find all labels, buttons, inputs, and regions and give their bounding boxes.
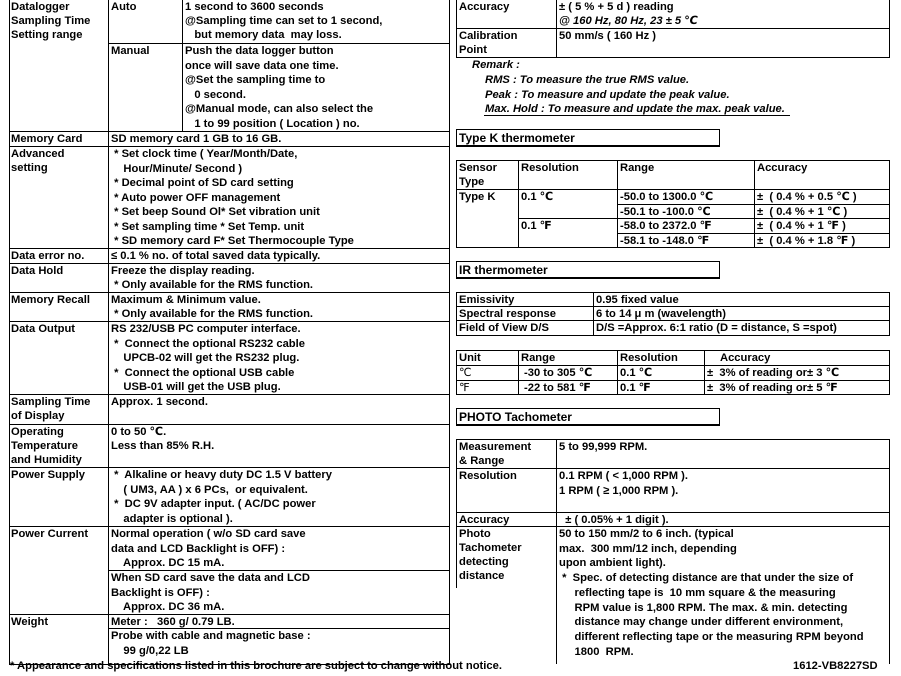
distance-line: max. 300 mm/12 inch, depending [559, 542, 737, 555]
advanced-line: * SD memory card F* Set Thermocouple Type [111, 235, 354, 247]
ir-prop-label: Emissivity [459, 294, 515, 306]
advanced-line: * Decimal point of SD card setting [111, 177, 294, 189]
power-current-line: Approx. DC 15 mA. [111, 557, 225, 569]
ir-header-accuracy: Accuracy [720, 352, 771, 364]
calibration-label: Calibration Point [459, 30, 518, 56]
ir-prop-value: 0.95 fixed value [596, 294, 679, 306]
photo-accuracy-value: ± ( 0.05% + 1 digit ). [559, 514, 669, 526]
label-power-supply: Power Supply [11, 469, 85, 481]
type-k-acc: ± ( 0.4 % + 0.5 ℃ ) [757, 191, 857, 203]
ir-acc: ± 3% of reading or± 5 ℉ [707, 382, 838, 394]
memory-recall-line: Maximum & Minimum value. [111, 294, 261, 306]
type-k-acc: ± ( 0.4 % + 1 ℃ ) [757, 206, 848, 218]
remark-title: Remark : [472, 59, 520, 71]
manual-line: 0 second. [185, 88, 246, 101]
power-supply-line: ( UM3, AA ) x 6 PCs, or equivalent. [111, 483, 308, 496]
auto-line: @Sampling time can set to 1 second, [185, 15, 383, 27]
ir-prop-label: Field of View D/S [459, 322, 549, 334]
auto-line: 1 second to 3600 seconds [185, 1, 324, 13]
weight-line: 99 g/0,22 LB [111, 645, 189, 657]
label-memory-recall: Memory Recall [11, 294, 90, 306]
ir-prop-value: D/S =Approx. 6:1 ratio (D = distance, S =spot) [596, 322, 837, 334]
weight-line: Meter : 360 g/ 0.79 LB. [111, 616, 235, 628]
type-k-sensor: Type K [459, 191, 496, 203]
type-k-res: 0.1 ℉ [521, 220, 552, 232]
power-current-line: When SD card save the data and LCD [111, 572, 310, 584]
type-k-header-range: Range [620, 162, 655, 174]
document-code: 1612-VB8227SD [793, 660, 878, 672]
remark-line: RMS : To measure the true RMS value. [485, 74, 690, 86]
ir-acc: ± 3% of reading or± 3 ℃ [707, 367, 840, 379]
manual-line: @Set the sampling time to [185, 74, 326, 86]
mode-auto: Auto [111, 1, 137, 13]
resolution-line: 1 RPM ( ≥ 1,000 RPM ). [559, 485, 679, 497]
label-data-error: Data error no. [11, 250, 85, 262]
type-k-header-accuracy: Accuracy [757, 162, 808, 174]
calibration-value: 50 mm/s ( 160 Hz ) [559, 30, 657, 42]
operating-line: 0 to 50 ℃. [111, 426, 167, 438]
distance-label: Photo Tachometer detecting distance [459, 528, 522, 582]
type-k-range: -50.0 to 1300.0 ℃ [620, 191, 714, 203]
power-supply-line: adapter is optional ). [111, 512, 233, 525]
power-supply-line: * DC 9V adapter input. ( AC/DC power [111, 498, 316, 510]
label-power-current: Power Current [11, 528, 89, 540]
distance-line: reflecting tape is 10 mm square & the measuring [559, 586, 836, 599]
ir-unit: ℃ [459, 367, 472, 379]
resolution-label: Resolution [459, 470, 517, 482]
measurement-label: Measurement & Range [459, 441, 532, 467]
footer-note: * Appearance and specifications listed in this brochure are subject to change without notice. [10, 660, 502, 672]
remark-line: Peak : To measure and update the peak value. [485, 89, 730, 101]
advanced-line: * Set sampling time * Set Temp. unit [111, 220, 305, 233]
type-k-range: -50.1 to -100.0 ℃ [620, 206, 711, 218]
power-supply-line: * Alkaline or heavy duty DC 1.5 V battery [111, 469, 332, 481]
ir-range: -30 to 305 ℃ [524, 367, 593, 379]
advanced-line: * Set clock time ( Year/Month/Date, [111, 148, 298, 160]
power-current-line: Backlight is OFF) : [111, 586, 210, 599]
data-hold-line: * Only available for the RMS function. [111, 279, 314, 291]
sampling-display-value: Approx. 1 second. [111, 396, 208, 408]
manual-line: once will save data one time. [185, 59, 339, 72]
ir-header-resolution: Resolution [620, 352, 678, 364]
data-output-line: * Connect the optional RS232 cable [111, 337, 305, 350]
ir-prop-label: Spectral response [459, 308, 557, 320]
accuracy-label: Accuracy [459, 1, 510, 13]
power-current-line: data and LCD Backlight is OFF) : [111, 542, 286, 555]
type-k-acc: ± ( 0.4 % + 1.8 ℉ ) [757, 235, 856, 247]
ir-header-unit: Unit [459, 352, 481, 364]
label-weight: Weight [11, 616, 49, 628]
label-operating: Operating Temperature and Humidity [11, 426, 82, 466]
data-output-line: UPCB-02 will get the RS232 plug. [111, 352, 300, 364]
power-current-line: Approx. DC 36 mA. [111, 601, 225, 613]
type-k-title: Type K thermometer [459, 131, 575, 145]
data-output-line: RS 232/USB PC computer interface. [111, 323, 301, 335]
advanced-line: * Set beep Sound Ol* Set vibration unit [111, 206, 320, 218]
data-output-line: * Connect the optional USB cable [111, 366, 295, 379]
resolution-line: 0.1 RPM ( < 1,000 RPM ). [559, 470, 689, 482]
manual-line: @Manual mode, can also select the [185, 103, 374, 115]
memory-recall-line: * Only available for the RMS function. [111, 308, 314, 320]
label-data-hold: Data Hold [11, 265, 64, 277]
manual-line: Push the data logger button [185, 45, 334, 57]
data-error-value: ≤ 0.1 % no. of total saved data typically. [111, 250, 321, 262]
type-k-range: -58.1 to -148.0 ℉ [620, 235, 710, 247]
distance-line: RPM value is 1,800 RPM. The max. & min. detecting [559, 601, 848, 614]
power-current-line: Normal operation ( w/o SD card save [111, 528, 306, 540]
distance-line: 50 to 150 mm/2 to 6 inch. (typical [559, 528, 734, 540]
mode-manual: Manual [111, 45, 150, 57]
type-k-res: 0.1 ℃ [521, 191, 554, 203]
label-data-output: Data Output [11, 323, 76, 335]
photo-accuracy-label: Accuracy [459, 514, 510, 526]
ir-res: 0.1 ℃ [620, 367, 653, 379]
label-sampling-display: Sampling Time of Display [11, 396, 91, 422]
accuracy-line: @ 160 Hz, 80 Hz, 23 ± 5 ℃ [559, 15, 698, 27]
ir-prop-value: 6 to 14 μ m (wavelength) [596, 308, 726, 320]
ir-title: IR thermometer [459, 263, 548, 277]
ir-unit: ℉ [459, 382, 470, 394]
ir-header-range: Range [521, 352, 556, 364]
type-k-range: -58.0 to 2372.0 ℉ [620, 220, 712, 232]
advanced-line: Hour/Minute/ Second ) [111, 162, 243, 175]
ir-res: 0.1 ℉ [620, 382, 651, 394]
advanced-line: * Auto power OFF management [111, 191, 281, 204]
distance-line: 1800 RPM. [559, 645, 634, 658]
auto-line: but memory data may loss. [185, 29, 342, 41]
type-k-acc: ± ( 0.4 % + 1 ℉ ) [757, 220, 846, 232]
weight-line: Probe with cable and magnetic base : [111, 630, 311, 642]
photo-title: PHOTO Tachometer [459, 410, 572, 424]
distance-line: distance may change under different environment, [559, 616, 844, 629]
label-memory-card: Memory Card [11, 133, 83, 145]
ir-range: -22 to 581 ℉ [524, 382, 591, 394]
label-datalogger-sampling: Datalogger Sampling Time Setting range [11, 1, 91, 41]
data-hold-line: Freeze the display reading. [111, 265, 255, 277]
measurement-value: 5 to 99,999 RPM. [559, 441, 648, 453]
type-k-header-resolution: Resolution [521, 162, 579, 174]
accuracy-line: ± ( 5 % + 5 d ) reading [559, 1, 674, 13]
label-advanced-setting: Advanced setting [11, 148, 65, 174]
distance-line: different reflecting tape or the measuring RPM beyond [559, 630, 864, 643]
memory-card-value: SD memory card 1 GB to 16 GB. [111, 133, 282, 145]
remark-line: Max. Hold : To measure and update the max. peak value. [485, 103, 785, 115]
data-output-line: USB-01 will get the USB plug. [111, 381, 281, 393]
manual-line: 1 to 99 position ( Location ) no. [185, 117, 360, 130]
distance-line: * Spec. of detecting distance are that under the size of [559, 572, 854, 585]
type-k-header-sensor: Sensor Type [459, 162, 497, 188]
distance-line: upon ambient light). [559, 557, 666, 570]
operating-line: Less than 85% R.H. [111, 440, 215, 452]
